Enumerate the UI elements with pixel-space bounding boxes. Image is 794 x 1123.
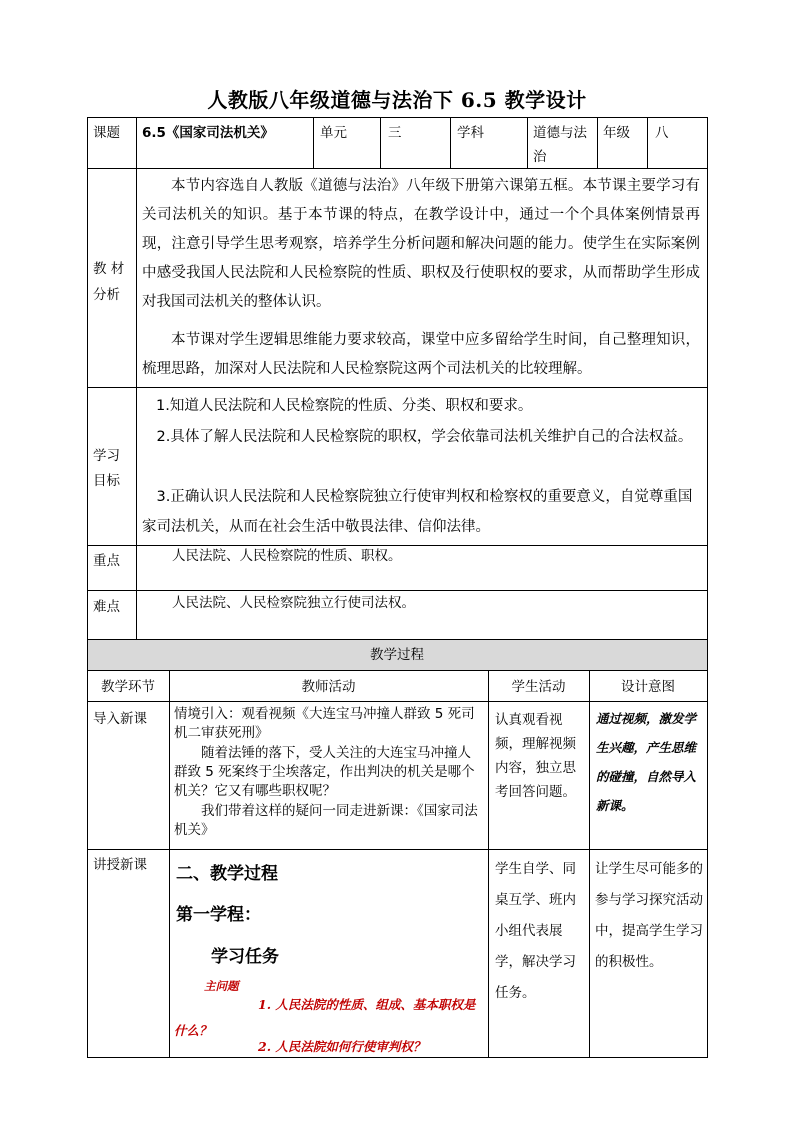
- row1-teacher-transition: 我们带着这样的疑问一同走进新课：《国家司法机关》: [174, 803, 478, 838]
- column-header-student: 学生活动: [511, 679, 566, 695]
- key-point-label: 重点: [93, 553, 120, 569]
- row2-main-question-label: 主问题: [204, 979, 239, 993]
- grade-label: 年级: [603, 125, 630, 141]
- document-title: 人教版八年级道德与法治下 6.5 教学设计: [207, 88, 587, 112]
- subject-value-line1: 道德与法: [533, 125, 587, 141]
- row1-teacher-intro: 情境引入：观看视频《大连宝马冲撞人群致 5 死司机二审获死刑》: [174, 706, 475, 741]
- difficult-point-value: 人民法院、人民检察院独立行使司法权。: [172, 595, 415, 611]
- difficult-point-label: 难点: [93, 599, 120, 615]
- row1-teacher-question: 随着法锤的落下，受人关注的大连宝马冲撞人群致 5 死案终于尘埃落定，作出判决的机关是哪个机关？它又有哪些职权呢？: [174, 745, 475, 799]
- subject-value-line2: 治: [533, 149, 547, 165]
- material-analysis-label-line1: 教 材: [93, 261, 125, 277]
- topic-value: 6.5《国家司法机关》: [142, 125, 274, 141]
- subject-label: 学科: [457, 125, 484, 141]
- column-header-intent: 设计意图: [621, 679, 675, 695]
- row1-design-intent: 通过视频，激发学生兴趣，产生思维的碰撞，自然导入新课。: [596, 711, 697, 813]
- unit-label: 单元: [320, 125, 347, 141]
- objectives-label-line2: 目标: [93, 473, 120, 489]
- row2-teacher-heading-3: 学习任务: [211, 947, 279, 967]
- material-analysis-paragraph-2: 本节课对学生逻辑思维能力要求较高，课堂中应多留给学生时间，自己整理知识，梳理思路，加深对人民法院和人民检察院这两个司法机关的比较理解。: [142, 332, 700, 377]
- unit-value: 三: [388, 125, 402, 141]
- row2-stage: 讲授新课: [93, 857, 147, 873]
- row2-student-activity: 学生自学、同桌互学、班内小组代表展学，解决学习任务。: [495, 861, 576, 1001]
- material-analysis-label-line2: 分析: [93, 287, 120, 303]
- topic-label: 课题: [93, 125, 120, 141]
- objectives-label-line1: 学习: [93, 448, 120, 464]
- column-header-teacher: 教师活动: [301, 679, 356, 695]
- column-header-stage: 教学环节: [101, 679, 155, 695]
- row1-stage: 导入新课: [93, 711, 147, 727]
- grade-value: 八: [655, 125, 669, 141]
- row2-question-1: 1. 人民法院的性质、组成、基本职权是什么？: [174, 997, 476, 1038]
- objective-item-3: 3.正确认识人民法院和人民检察院独立行使审判权和检察权的重要意义，自觉尊重国家司法机关，从而在社会生活中敬畏法律、信仰法律。: [142, 489, 693, 535]
- key-point-value: 人民法院、人民检察院的性质、职权。: [172, 548, 402, 564]
- row2-teacher-heading-2: 第一学程：: [176, 905, 261, 925]
- row1-student-activity: 认真观看视频，理解视频内容，独立思考回答问题。: [495, 712, 576, 800]
- process-section-title: 教学过程: [370, 647, 424, 663]
- row2-design-intent: 让学生尽可能多的参与学习探究活动中，提高学生学习的积极性。: [595, 861, 703, 970]
- objective-item-2: 2.具体了解人民法院和人民检察院的职权，学会依靠司法机关维护自己的合法权益。: [156, 429, 693, 445]
- row2-question-2: 2. 人民法院如何行使审判权？: [258, 1039, 426, 1054]
- row2-teacher-heading-1: 二、教学过程: [176, 864, 278, 884]
- material-analysis-paragraph-1: 本节内容选自人教版《道德与法治》八年级下册第六课第五框。本节课主要学习有关司法机关的知识。基于本节课的特点，在教学设计中，通过一个个具体案例情景再现，注意引导学生思考观察，培养学生分析问题和解决问题的能力。使学生在实际案例中感受我国人民法院和人民检察院的性质、职权及行使职权的要求，从而帮助学生形成对我国司法机关的整体认识。: [142, 178, 700, 310]
- objective-item-1: 1.知道人民法院和人民检察院的性质、分类、职权和要求。: [156, 398, 533, 414]
